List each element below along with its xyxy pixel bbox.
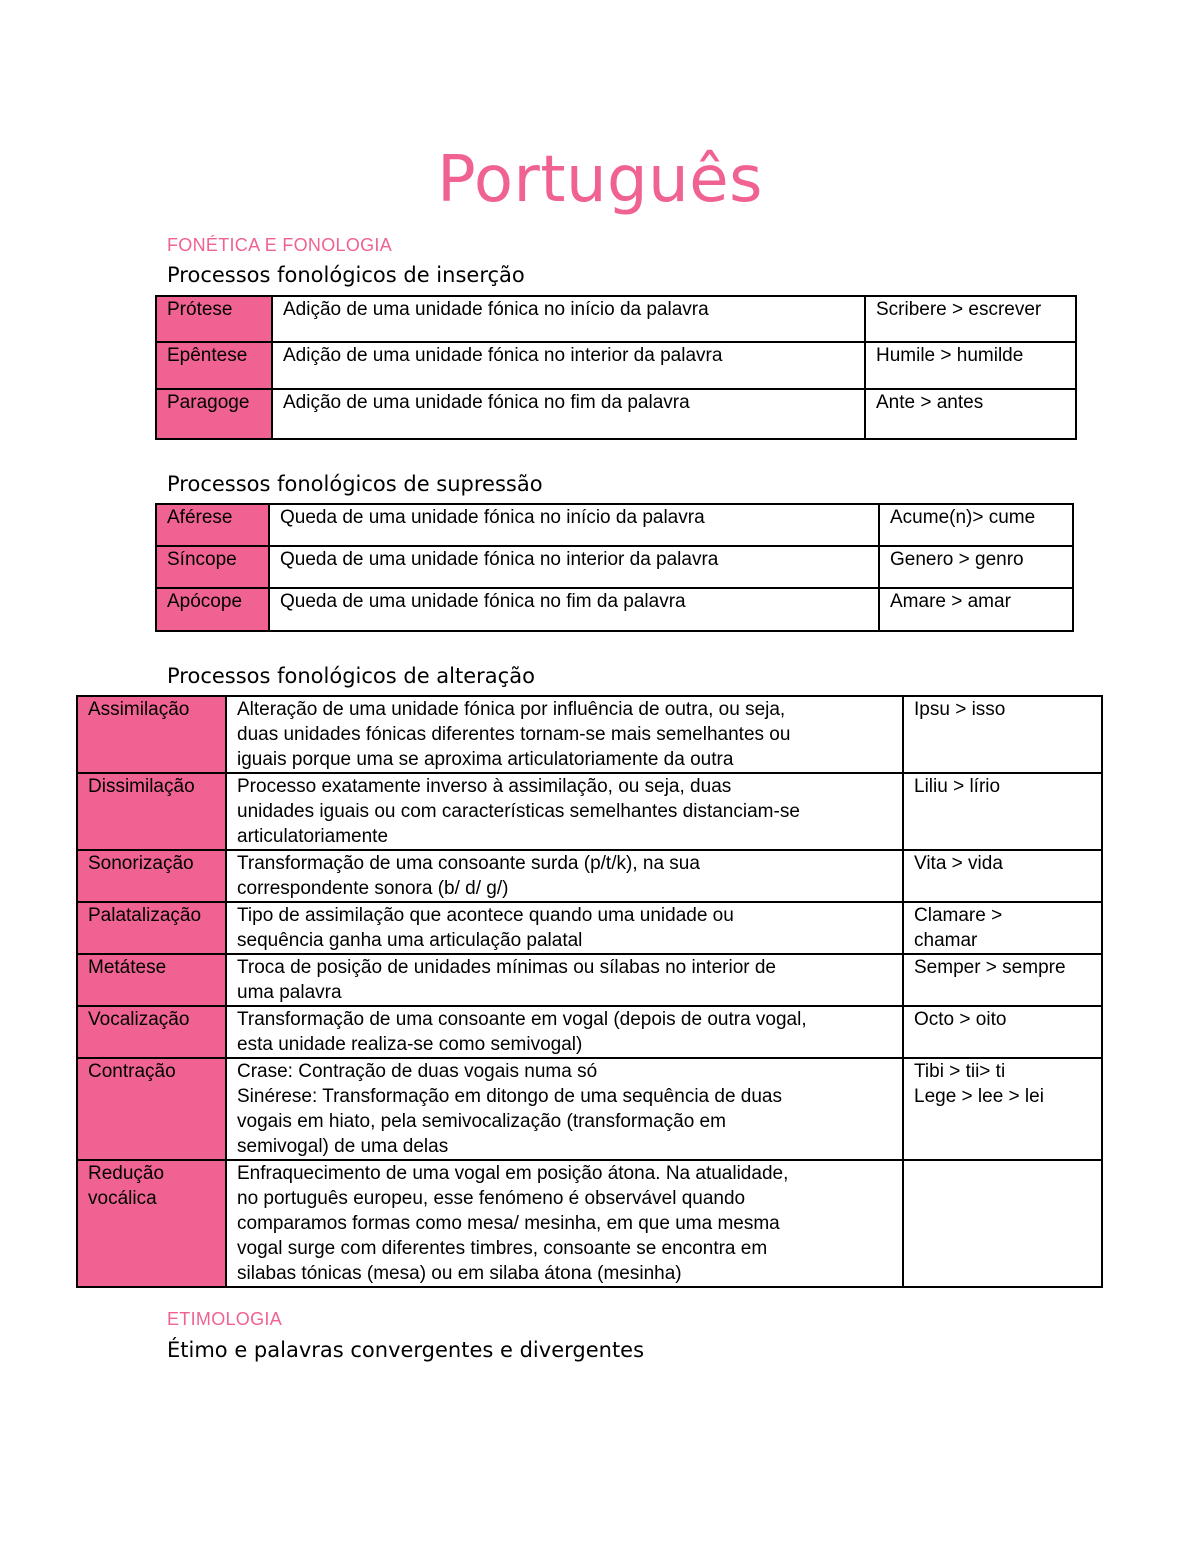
example-cell bbox=[903, 902, 1102, 954]
definition-cell bbox=[226, 954, 903, 1006]
definition-cell: Adição de uma unidade fónica no interior da palavra bbox=[272, 342, 865, 389]
definition-line: Troca de posição de unidades mínimas ou sílabas no interior de bbox=[237, 957, 776, 978]
term-cell: Contração bbox=[77, 1058, 226, 1160]
example-cell: Amare > amar bbox=[879, 588, 1073, 631]
example-cell bbox=[903, 1006, 1102, 1058]
definition-cell: Queda de uma unidade fónica no interior da palavra bbox=[269, 546, 879, 588]
example-cell bbox=[903, 696, 1102, 773]
definition-line: silabas tónicas (mesa) ou em silaba átona (mesinha) bbox=[237, 1263, 682, 1284]
term-cell: Metátese bbox=[77, 954, 226, 1006]
example-line: Semper > sempre bbox=[914, 957, 1066, 978]
heading-alteracao: Processos fonológicos de alteração bbox=[167, 664, 535, 688]
definition-cell bbox=[226, 696, 903, 773]
definition-line: articulatoriamente bbox=[237, 826, 389, 847]
example-cell bbox=[903, 1058, 1102, 1160]
table-row bbox=[156, 588, 1073, 631]
section-label-fonetica: FONÉTICA E FONOLOGIA bbox=[167, 235, 393, 255]
definition-line: Crase: Contração de duas vogais numa só bbox=[237, 1061, 598, 1082]
definition-line: semivogal) de uma delas bbox=[237, 1136, 449, 1157]
example-cell: Genero > genro bbox=[879, 546, 1073, 588]
table-insercao bbox=[155, 295, 1077, 440]
table-row bbox=[156, 504, 1073, 546]
definition-line: Enfraquecimento de uma vogal em posição átona. Na atualidade, bbox=[237, 1163, 789, 1184]
definition-cell bbox=[226, 1160, 903, 1287]
definition-line: Processo exatamente inverso à assimilação, ou seja, duas bbox=[237, 776, 732, 797]
term-cell: Assimilação bbox=[77, 696, 226, 773]
heading-etimologia: Étimo e palavras convergentes e divergentes bbox=[167, 1338, 645, 1362]
definition-cell: Queda de uma unidade fónica no início da palavra bbox=[269, 504, 879, 546]
example-line: Lege > lee > lei bbox=[914, 1086, 1044, 1107]
example-cell: Scribere > escrever bbox=[865, 296, 1076, 342]
term-cell: Sonorização bbox=[77, 850, 226, 902]
definition-line: comparamos formas como mesa/ mesinha, em que uma mesma bbox=[237, 1213, 780, 1234]
table-row bbox=[77, 902, 1102, 954]
example-line: Octo > oito bbox=[914, 1009, 1007, 1030]
term-cell: Aférese bbox=[156, 504, 269, 546]
term-cell: Síncope bbox=[156, 546, 269, 588]
table-alteracao bbox=[76, 695, 1103, 1288]
heading-insercao: Processos fonológicos de inserção bbox=[167, 263, 525, 287]
table-row bbox=[156, 342, 1076, 389]
table-supressao bbox=[155, 503, 1074, 632]
definition-line: duas unidades fónicas diferentes tornam-se mais semelhantes ou bbox=[237, 724, 791, 745]
table-row bbox=[77, 1006, 1102, 1058]
example-cell bbox=[903, 954, 1102, 1006]
table-row bbox=[77, 850, 1102, 902]
definition-line: Sinérese: Transformação em ditongo de uma sequência de duas bbox=[237, 1086, 782, 1107]
example-line: Tibi > tii> ti bbox=[914, 1061, 1006, 1082]
page-title: Português bbox=[437, 143, 763, 217]
example-cell: Acume(n)> cume bbox=[879, 504, 1073, 546]
table-row bbox=[156, 296, 1076, 342]
term-cell: Redução vocálica bbox=[77, 1160, 226, 1287]
definition-cell: Adição de uma unidade fónica no início da palavra bbox=[272, 296, 865, 342]
definition-line: iguais porque uma se aproxima articulatoriamente da outra bbox=[237, 749, 734, 770]
example-cell bbox=[903, 1160, 1102, 1287]
example-cell bbox=[903, 773, 1102, 850]
term-cell: Vocalização bbox=[77, 1006, 226, 1058]
example-line: Clamare > bbox=[914, 905, 1003, 926]
definition-line: Transformação de uma consoante surda (p/t/k), na sua bbox=[237, 853, 700, 874]
definition-line: unidades iguais ou com características semelhantes distanciam-se bbox=[237, 801, 800, 822]
term-cell: Prótese bbox=[156, 296, 272, 342]
definition-cell bbox=[226, 850, 903, 902]
example-line: Liliu > lírio bbox=[914, 776, 1001, 797]
example-cell: Humile > humilde bbox=[865, 342, 1076, 389]
definition-line: no português europeu, esse fenómeno é observável quando bbox=[237, 1188, 746, 1209]
section-label-etimologia: ETIMOLOGIA bbox=[167, 1309, 283, 1329]
heading-supressao: Processos fonológicos de supressão bbox=[167, 472, 543, 496]
definition-cell: Adição de uma unidade fónica no fim da palavra bbox=[272, 389, 865, 439]
definition-cell bbox=[226, 773, 903, 850]
term-cell: Palatalização bbox=[77, 902, 226, 954]
table-row bbox=[77, 773, 1102, 850]
definition-line: Transformação de uma consoante em vogal (depois de outra vogal, bbox=[237, 1009, 807, 1030]
definition-line: sequência ganha uma articulação palatal bbox=[237, 930, 583, 951]
definition-line: esta unidade realiza-se como semivogal) bbox=[237, 1034, 583, 1055]
definition-line: correspondente sonora (b/ d/ g/) bbox=[237, 878, 509, 899]
definition-cell bbox=[226, 902, 903, 954]
table-row bbox=[156, 389, 1076, 439]
definition-line: vogais em hiato, pela semivocalização (transformação em bbox=[237, 1111, 726, 1132]
example-line: Vita > vida bbox=[914, 853, 1003, 874]
table-row bbox=[156, 546, 1073, 588]
table-row bbox=[77, 696, 1102, 773]
table-row bbox=[77, 954, 1102, 1006]
term-cell: Epêntese bbox=[156, 342, 272, 389]
definition-line: Tipo de assimilação que acontece quando uma unidade ou bbox=[237, 905, 734, 926]
definition-cell bbox=[226, 1058, 903, 1160]
definition-cell bbox=[226, 1006, 903, 1058]
table-row bbox=[77, 1058, 1102, 1160]
definition-line: uma palavra bbox=[237, 982, 342, 1003]
example-cell: Ante > antes bbox=[865, 389, 1076, 439]
definition-line: Alteração de uma unidade fónica por influência de outra, ou seja, bbox=[237, 699, 786, 720]
example-cell bbox=[903, 850, 1102, 902]
example-line: chamar bbox=[914, 930, 978, 951]
term-cell: Apócope bbox=[156, 588, 269, 631]
term-cell: Dissimilação bbox=[77, 773, 226, 850]
definition-cell: Queda de uma unidade fónica no fim da palavra bbox=[269, 588, 879, 631]
table-row bbox=[77, 1160, 1102, 1287]
example-line: Ipsu > isso bbox=[914, 699, 1006, 720]
definition-line: vogal surge com diferentes timbres, consoante se encontra em bbox=[237, 1238, 768, 1259]
term-cell: Paragoge bbox=[156, 389, 272, 439]
